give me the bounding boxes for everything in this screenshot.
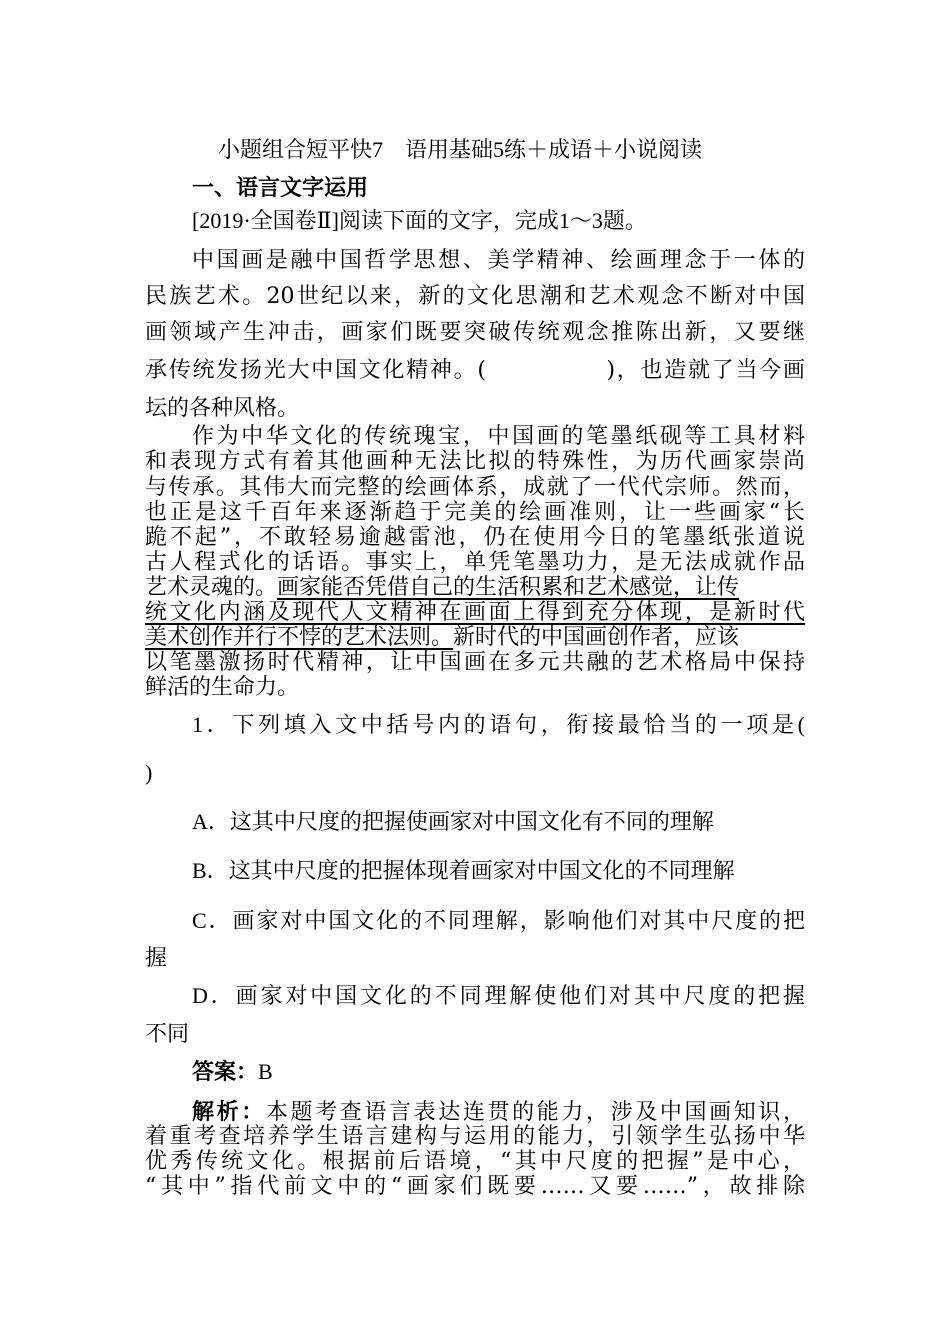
underlined-sentence: 统文化内涵及现代人文精神在画面上得到充分体现，是新时代	[145, 600, 805, 625]
page-title: 小题组合短平快7 语用基础5练＋成语＋小说阅读	[218, 137, 703, 162]
section-heading: 一、语言文字运用	[192, 175, 369, 200]
passage2-line: 鲜活的生命力。	[145, 675, 300, 700]
passage2-line: 也正是这千百年来逐渐趋于完美的绘画准则，让一些画家“长	[145, 500, 805, 525]
option-c-continued: 握	[145, 945, 168, 970]
source-line: [2019·全国卷Ⅱ]阅读下面的文字，完成1～3题。	[192, 208, 647, 233]
option-d-continued: 不同	[145, 1021, 190, 1046]
passage2-line: 作为中华文化的传统瑰宝，中国画的笔墨纸砚等工具材料	[192, 424, 805, 449]
answer-label: 答案：	[192, 1059, 259, 1084]
passage2-text: 新时代的中国画创作者，应该	[453, 625, 740, 650]
passage2-line	[145, 624, 739, 652]
underlined-sentence: 美术创作并行不悖的艺术法则。	[145, 625, 454, 650]
analysis-line: 优秀传统文化。根据前后语境，“其中尺度的把握”是中心，	[145, 1149, 805, 1174]
option-c: C．画家对中国文化的不同理解，影响他们对其中尺度的把	[192, 908, 805, 933]
option-a: A．这其中尺度的把握使画家对中国文化有不同的理解	[192, 809, 714, 834]
analysis-text: 本题考查语言表达连贯的能力，涉及中国画知识，	[265, 1100, 805, 1125]
passage2-line: 跪不起”，不敢轻易逾越雷池，仍在使用今日的笔墨纸张道说	[145, 525, 805, 550]
passage2-line	[145, 574, 739, 602]
passage2-line: 以笔墨激扬时代精神，让中国画在多元共融的艺术格局中保持	[145, 650, 805, 675]
analysis-line: 着重考查培养学生语言建构与运用的能力，引领学生弘扬中华	[145, 1124, 805, 1149]
passage2-line: 和表现方式有着其他画种无法比拟的特殊性，为历代画家崇尚	[145, 449, 805, 474]
passage1-line: 中国画是融中国哲学思想、美学精神、绘画理念于一体的	[192, 248, 805, 273]
question-stem-end: )	[145, 760, 153, 785]
question-stem: 1．下列填入文中括号内的语句，衔接最恰当的一项是(	[192, 712, 805, 737]
answer-line	[192, 1058, 273, 1086]
passage1-line: 承传统发扬光大中国文化精神。( )，也造就了当今画	[145, 358, 805, 383]
passage2-text: 艺术灵魂的。	[145, 575, 278, 600]
passage2-line: 古人程式化的话语。事实上，单凭笔墨功力，是无法成就作品	[145, 550, 805, 575]
analysis-label: 解析：	[192, 1099, 266, 1125]
analysis-line: “其中”指代前文中的“画家们既要……又要……”，故排除	[145, 1174, 805, 1199]
passage1-line: 画领域产生冲击，画家们既要突破传统观念推陈出新，又要继	[145, 320, 805, 345]
underlined-sentence: 画家能否凭借自己的生活积累和艺术感觉，让传	[277, 575, 740, 600]
option-b: B．这其中尺度的把握体现着画家对中国文化的不同理解	[192, 858, 735, 883]
passage2-line: 与传承。其伟大而完整的绘画体系，成就了一代代宗师。然而，	[145, 475, 805, 500]
passage1-line: 民族艺术。20世纪以来，新的文化思潮和艺术观念不断对中国	[145, 284, 805, 309]
option-d: D．画家对中国文化的不同理解使他们对其中尺度的把握	[192, 983, 805, 1008]
answer-value: B	[258, 1059, 273, 1084]
passage1-line: 坛的各种风格。	[145, 396, 300, 421]
